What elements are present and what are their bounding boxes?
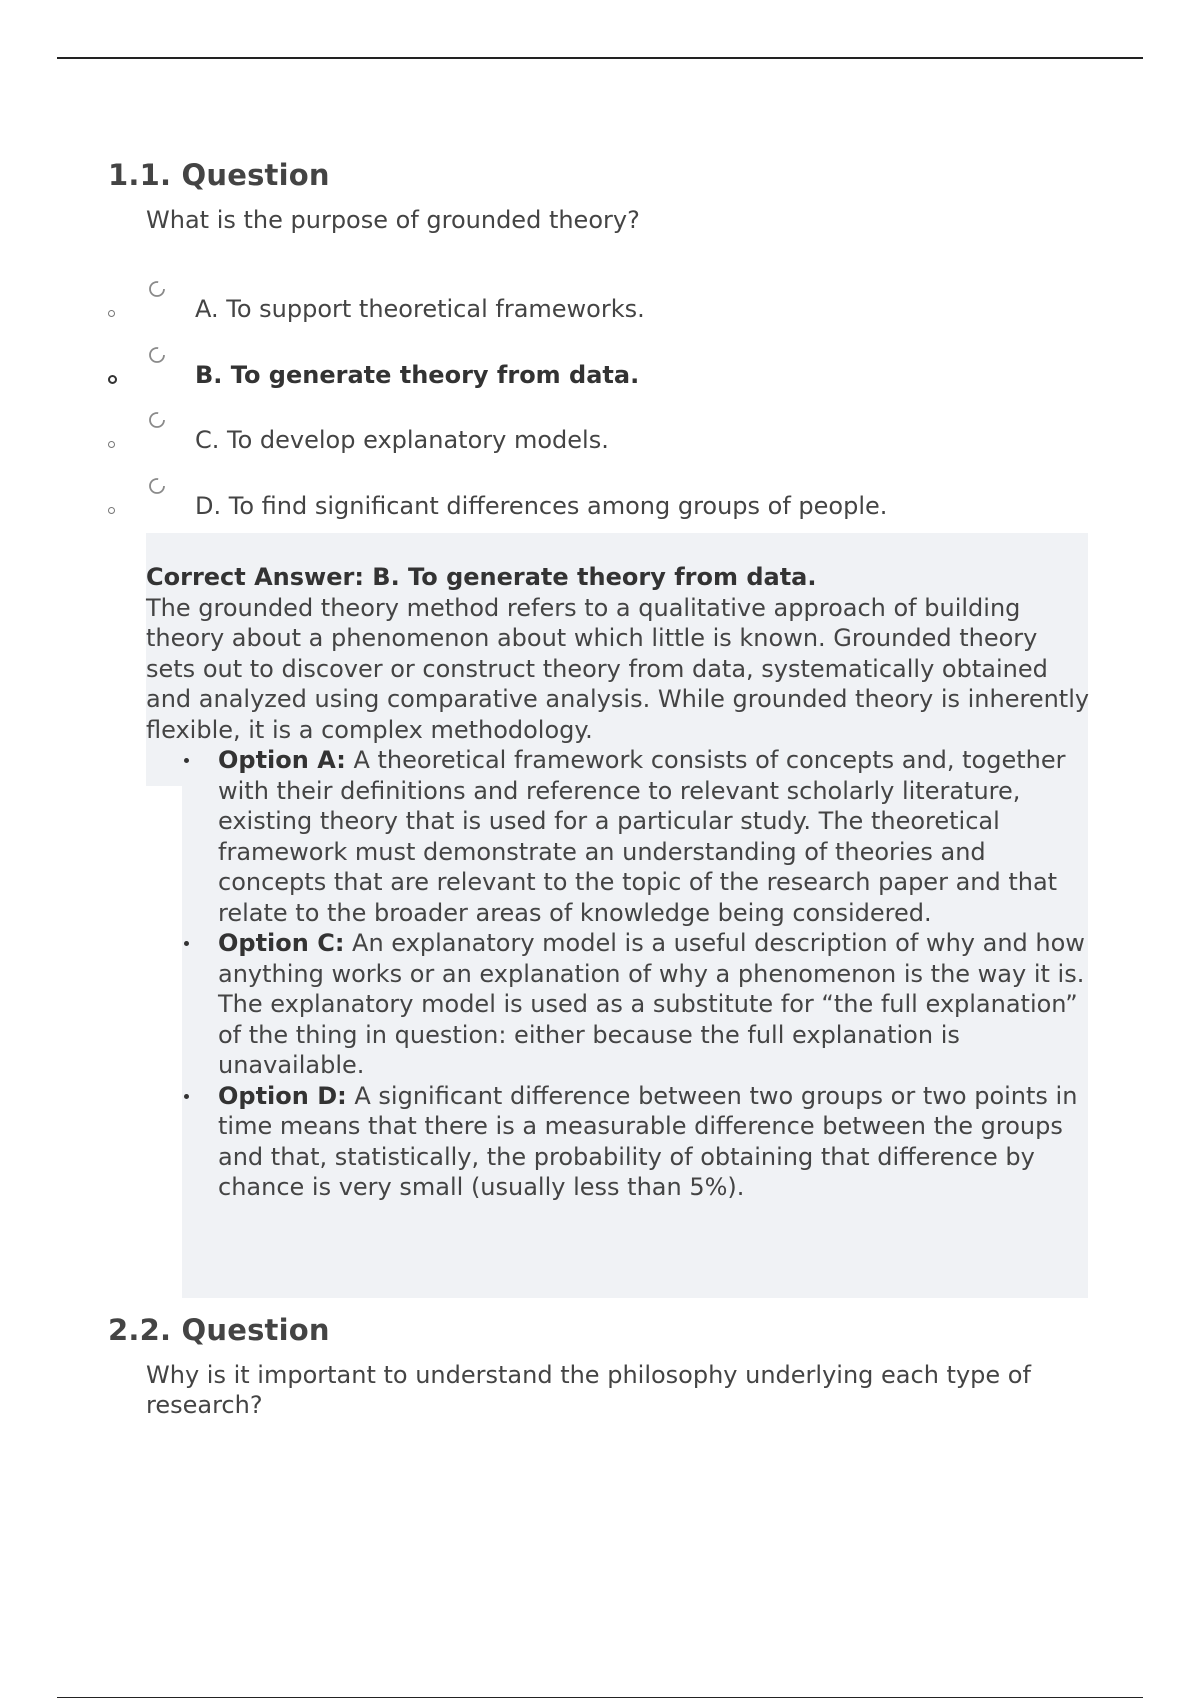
correct-answer-title: Correct Answer: B. To generate theory from data. <box>146 563 817 591</box>
option-d-label: D. To find significant differences among groups of people. <box>195 492 888 520</box>
option-note-a <box>218 745 1091 928</box>
option-note-d <box>218 1081 1091 1203</box>
option-note-label: Option D: <box>218 1081 347 1110</box>
question-1-title: 1. Question <box>139 158 330 192</box>
list-bullet <box>108 310 115 317</box>
option-c-label: C. To develop explanatory models. <box>195 426 609 454</box>
option-note-label: Option C: <box>218 929 345 957</box>
question-2-heading <box>108 1313 330 1347</box>
list-bullet <box>108 441 115 448</box>
question-2-title: 2. Question <box>139 1313 330 1347</box>
top-rule <box>57 57 1143 59</box>
option-b[interactable] <box>0 343 1200 391</box>
option-c[interactable] <box>0 408 1200 456</box>
option-b-label: B. To generate theory from data. <box>195 361 640 389</box>
list-bullet <box>108 507 115 514</box>
question-1-text: What is the purpose of grounded theory? <box>146 206 640 234</box>
radio-icon[interactable] <box>148 280 166 298</box>
question-2-number: 2. <box>108 1313 140 1347</box>
list-bullet <box>108 375 117 384</box>
option-note-text: A significant difference between two groups or two points in time means that there is a measurable difference between the groups and that, statistically, the probability of obtaining that difference by chance is very small (usually less than 5%). <box>218 1081 1078 1201</box>
option-a-label: A. To support theoretical frameworks. <box>195 295 645 323</box>
question-1-number: 1. <box>108 158 140 192</box>
option-notes-list <box>146 745 1091 1203</box>
question-1-heading <box>108 158 330 192</box>
option-note-c <box>218 928 1091 1081</box>
radio-icon[interactable] <box>148 477 166 495</box>
answer-explanation: The grounded theory method refers to a qualitative approach of building theory about a phenomenon about which little is known. Grounded theory sets out to discover or construct theory from data, systematically obtained and analyzed using comparative analysis. While grounded theory is inherently flexible, it is a complex methodology. <box>146 593 1090 744</box>
option-d[interactable] <box>0 474 1200 522</box>
question-2-text: Why is it important to understand the philosophy underlying each type of research? <box>146 1361 1031 1419</box>
option-note-text: An explanatory model is a useful description of why and how anything works or an explanation of why a phenomenon is the way it is. The explanatory model is used as a substitute for “the full explanation” of the thing in question: either because the full explanation is unavailable. <box>218 929 1085 1079</box>
option-note-label: Option A: <box>218 746 346 774</box>
option-a[interactable] <box>0 277 1200 325</box>
bottom-rule <box>57 1697 1143 1698</box>
radio-icon[interactable] <box>148 346 166 364</box>
answer-content <box>146 562 1091 1203</box>
radio-icon[interactable] <box>148 411 166 429</box>
option-note-text: A theoretical framework consists of concepts and, together with their definitions and reference to relevant scholarly literature, existing theory that is used for a particular study. The theoretical framework must demonstrate an understanding of theories and concepts that are relevant to the topic of the research paper and that relate to the broader areas of knowledge being considered. <box>218 746 1066 927</box>
